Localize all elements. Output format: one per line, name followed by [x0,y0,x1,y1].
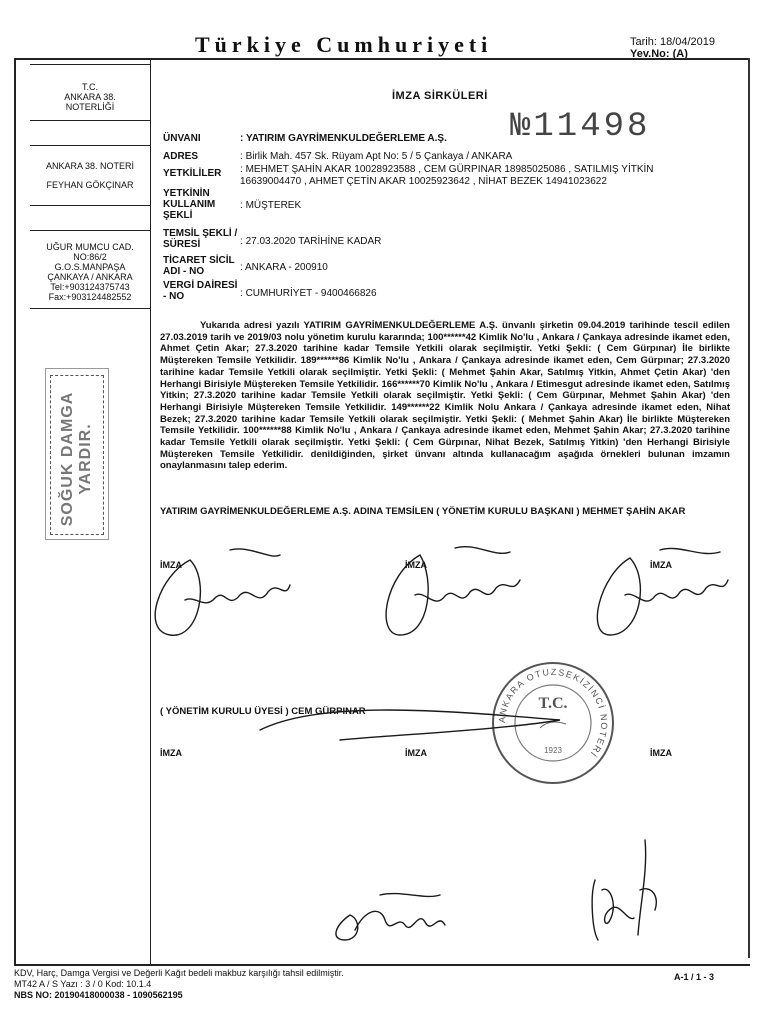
temsil-label: TEMSİL ŞEKLİ / SÜRESİ [163,228,238,250]
imza-label: İMZA [160,748,182,758]
address-line: NO:86/2 [73,252,107,262]
temsil-value: : 27.03.2020 TARİHİNE KADAR [240,236,382,247]
kullanim-text: MÜŞTEREK [245,200,302,211]
imza-label: İMZA [650,748,672,758]
seal-ring-text: ANKARA OTUZSEKİZİNCİ NOTERİ [496,666,610,760]
address-line: G.O.S.MANPAŞA [54,262,126,272]
seal-year: 1923 [544,746,562,755]
office-line: ANKARA 38. [64,92,116,102]
unvani-value: : YATIRIM GAYRİMENKULDEĞERLEME A.Ş. [240,133,447,144]
imza-label: İMZA [405,748,427,758]
frame-bottom-border [14,964,750,966]
adres-text: Birlik Mah. 457 Sk. Rüyam Apt No: 5 / 5 Çankaya / ANKARA [245,151,513,162]
footer-line-1: KDV, Harç, Damga Vergisi ve Değerli Kağıt bedeli makbuz karşılığı tahsil edilmiştir. [14,968,344,978]
imza-label: İMZA [160,560,182,570]
frame-top-border [14,58,750,60]
body-paragraph [160,320,730,472]
unvani-label: ÜNVANI [163,133,201,144]
sidebar-rule [30,145,150,146]
yetkililer-label: YETKİLİLER [163,168,222,179]
frame-left-border [14,58,16,964]
office-line: NOTERLİĞİ [65,102,115,112]
sidebar-rule [30,64,150,65]
sidebar-address [30,242,150,302]
seal-tc: T.C. [538,695,568,712]
footer-line-3: NBS NO: 20190418000038 - 1090562195 [14,990,183,1000]
address-line: UĞUR MUMCU CAD. [46,242,134,252]
signatory-2: ( YÖNETİM KURULU ÜYESİ ) CEM GÜRPINAR [160,706,366,717]
stamp-line: YARDIR. [77,423,94,495]
sidebar-rule [30,308,150,309]
document-title: İMZA SİRKÜLERİ [392,90,488,102]
yev-no-label: Yev.No: (A) [630,48,688,60]
kullanim-value: : MÜŞTEREK [240,200,302,211]
address-line: Fax:+903124482552 [48,292,132,302]
signature-stroke [155,549,290,635]
signature-stroke [597,548,728,635]
sidebar-rule [30,230,150,231]
sidebar-rule [30,120,150,121]
ticaret-text: ANKARA - 200910 [245,262,328,273]
sidebar-rule [30,205,150,206]
signature-stroke [336,894,445,940]
signatory-1: YATIRIM GAYRİMENKULDEĞERLEME A.Ş. ADINA TEMSİLEN ( YÖNETİM KURULU BAŞKANI ) MEHMET ŞAHİN AKAR [160,506,686,517]
cold-stamp-box [50,375,104,535]
signatures-gurpinar [140,690,740,960]
kullanim-label: YETKİNİN KULLANIM ŞEKLİ [163,188,216,221]
frame-right-border [748,58,750,958]
cold-stamp-text [59,388,95,530]
imza-label: İMZA [405,560,427,570]
stamp-line: SOĞUK DAMGA [59,391,76,527]
signature-stroke [260,710,560,740]
unvani-text: YATIRIM GAYRİMENKULDEĞERLEME A.Ş. [245,133,447,144]
ticaret-label: TİCARET SİCİL ADI - NO [163,255,235,277]
sidebar-office [30,82,150,112]
sidebar-notary [30,157,150,195]
notary-line: FEYHAN GÖKÇINAR [46,180,134,190]
document-number: №11498 [510,108,651,146]
vergi-value: : CUMHURİYET - 9400466826 [240,288,377,299]
office-line: T.C. [81,82,98,92]
date-label: Tarih: 18/04/2019 [630,36,716,48]
address-line: ÇANKAYA / ANKARA [47,272,133,282]
signature-stroke [592,840,656,940]
adres-label: ADRES [163,151,199,162]
vergi-label: VERGİ DAİRESİ - NO [163,280,238,302]
page-title: Türkiye Cumhuriyeti [195,32,493,57]
vergi-text: CUMHURİYET - 9400466826 [245,288,377,299]
signature-stroke [386,547,520,635]
temsil-text: 27.03.2020 TARİHİNE KADAR [245,236,382,247]
address-line: Tel:+903124375743 [50,282,130,292]
ticaret-value: : ANKARA - 200910 [240,262,328,273]
signatures-akar [130,540,730,660]
notary-line: ANKARA 38. NOTERİ [45,161,135,171]
adres-value: : Birlik Mah. 457 Sk. Rüyam Apt No: 5 / 5 Çankaya / ANKARA [240,151,513,162]
imza-label: İMZA [650,560,672,570]
yetkililer-text: MEHMET ŞAHİN AKAR 10028923588 , CEM GÜRPINAR 18985025086 , SATILMIŞ YİTKİN 16639004470 , AHMET ÇETİN AKAR 10025923642 , NİHAT BEZEK 14941023622 [240,164,654,187]
yetkililer-value: : MEHMET ŞAHİN AKAR 10028923588 , CEM GÜRPINAR 18985025086 , SATILMIŞ YİTKİN 16639004470 , AHMET ÇETİN AKAR 10025923642 , NİHAT BEZEK 14941023622 [240,164,654,187]
page-number: A-1 / 1 - 3 [674,972,715,982]
body-text: Yukarıda adresi yazılı YATIRIM GAYRİMENKULDEĞERLEME A.Ş. ünvanlı şirketin 09.04.2019 tarihinde tescil edilen 27.03.2019 tarih ve 2019/03 nolu yönetim kurulu kararında; 100******42 Kimlik No'lu , Ankara / Çankaya adresinde ikamet eden, Ahmet Çetin Akar; 27.3.2020 tarihine kadar Temsile Yetkili olarak seçilmiştir. Yetki Şekli: ( Cem Gürpınar) İle birlikte Müştereken Temsile Yetkilidir. 189******86 Kimlik No'lu , Ankara / Çankaya adresinde ikamet eden, Cem Gürpınar; 27.3.2020 tarihine kadar Temsile Yetkili olarak seçilmiştir. Yetki Şekli: ( Mehmet Şahin Akar, Satılmış Yitkin, Ahmet Çetin Akar) 'den Herhangi Birisiyle Müştereken Temsile Yetkilidir. 166******70 Kimlik No'lu , Ankara / Etimesgut adresinde ikamet eden, Satılmış Yitkin; 27.3.2020 tarihine kadar Temsile Yetkili olarak seçilmiştir. Yetki Şekli: ( Cem Gürpınar, Mehmet Şahin Akar) 'den Herhangi Birisiyle Müştereken Temsile Yetkilidir. 149******22 Kimlik Nolu Ankara / Çankaya adresinde ikamet eden, Nihat Bezek; 27.3.2020 tarihine kadar Temsile Yetkili olarak seçilmiştir. Yetki Şekli: ( Mehmet Şahin Akar) İle birlikte Müştereken Temsile Yetkilidir. 100******88 Kimlik No'lu , Ankara / Çankaya adresinde ikamet eden, Mehmet Şahin Akar; 27.3.2020 tarihine kadar Temsile Yetkili olarak seçilmiştir. Yetki Şekli: ( Cem Gürpınar, Nihat Bezek, Satılmış Yitkin) 'den Herhangi Birisiyle Müştereken Temsile Yetkilidir. denildiğinden, şirket ünvanı altında kullanacağım aşağıda örnekleri bulunan imzamın onaylanmasını talep ederim. [160,320,730,472]
footer-line-2: MT42 A / S Yazı : 3 / 0 Kod: 10.1.4 [14,979,152,989]
